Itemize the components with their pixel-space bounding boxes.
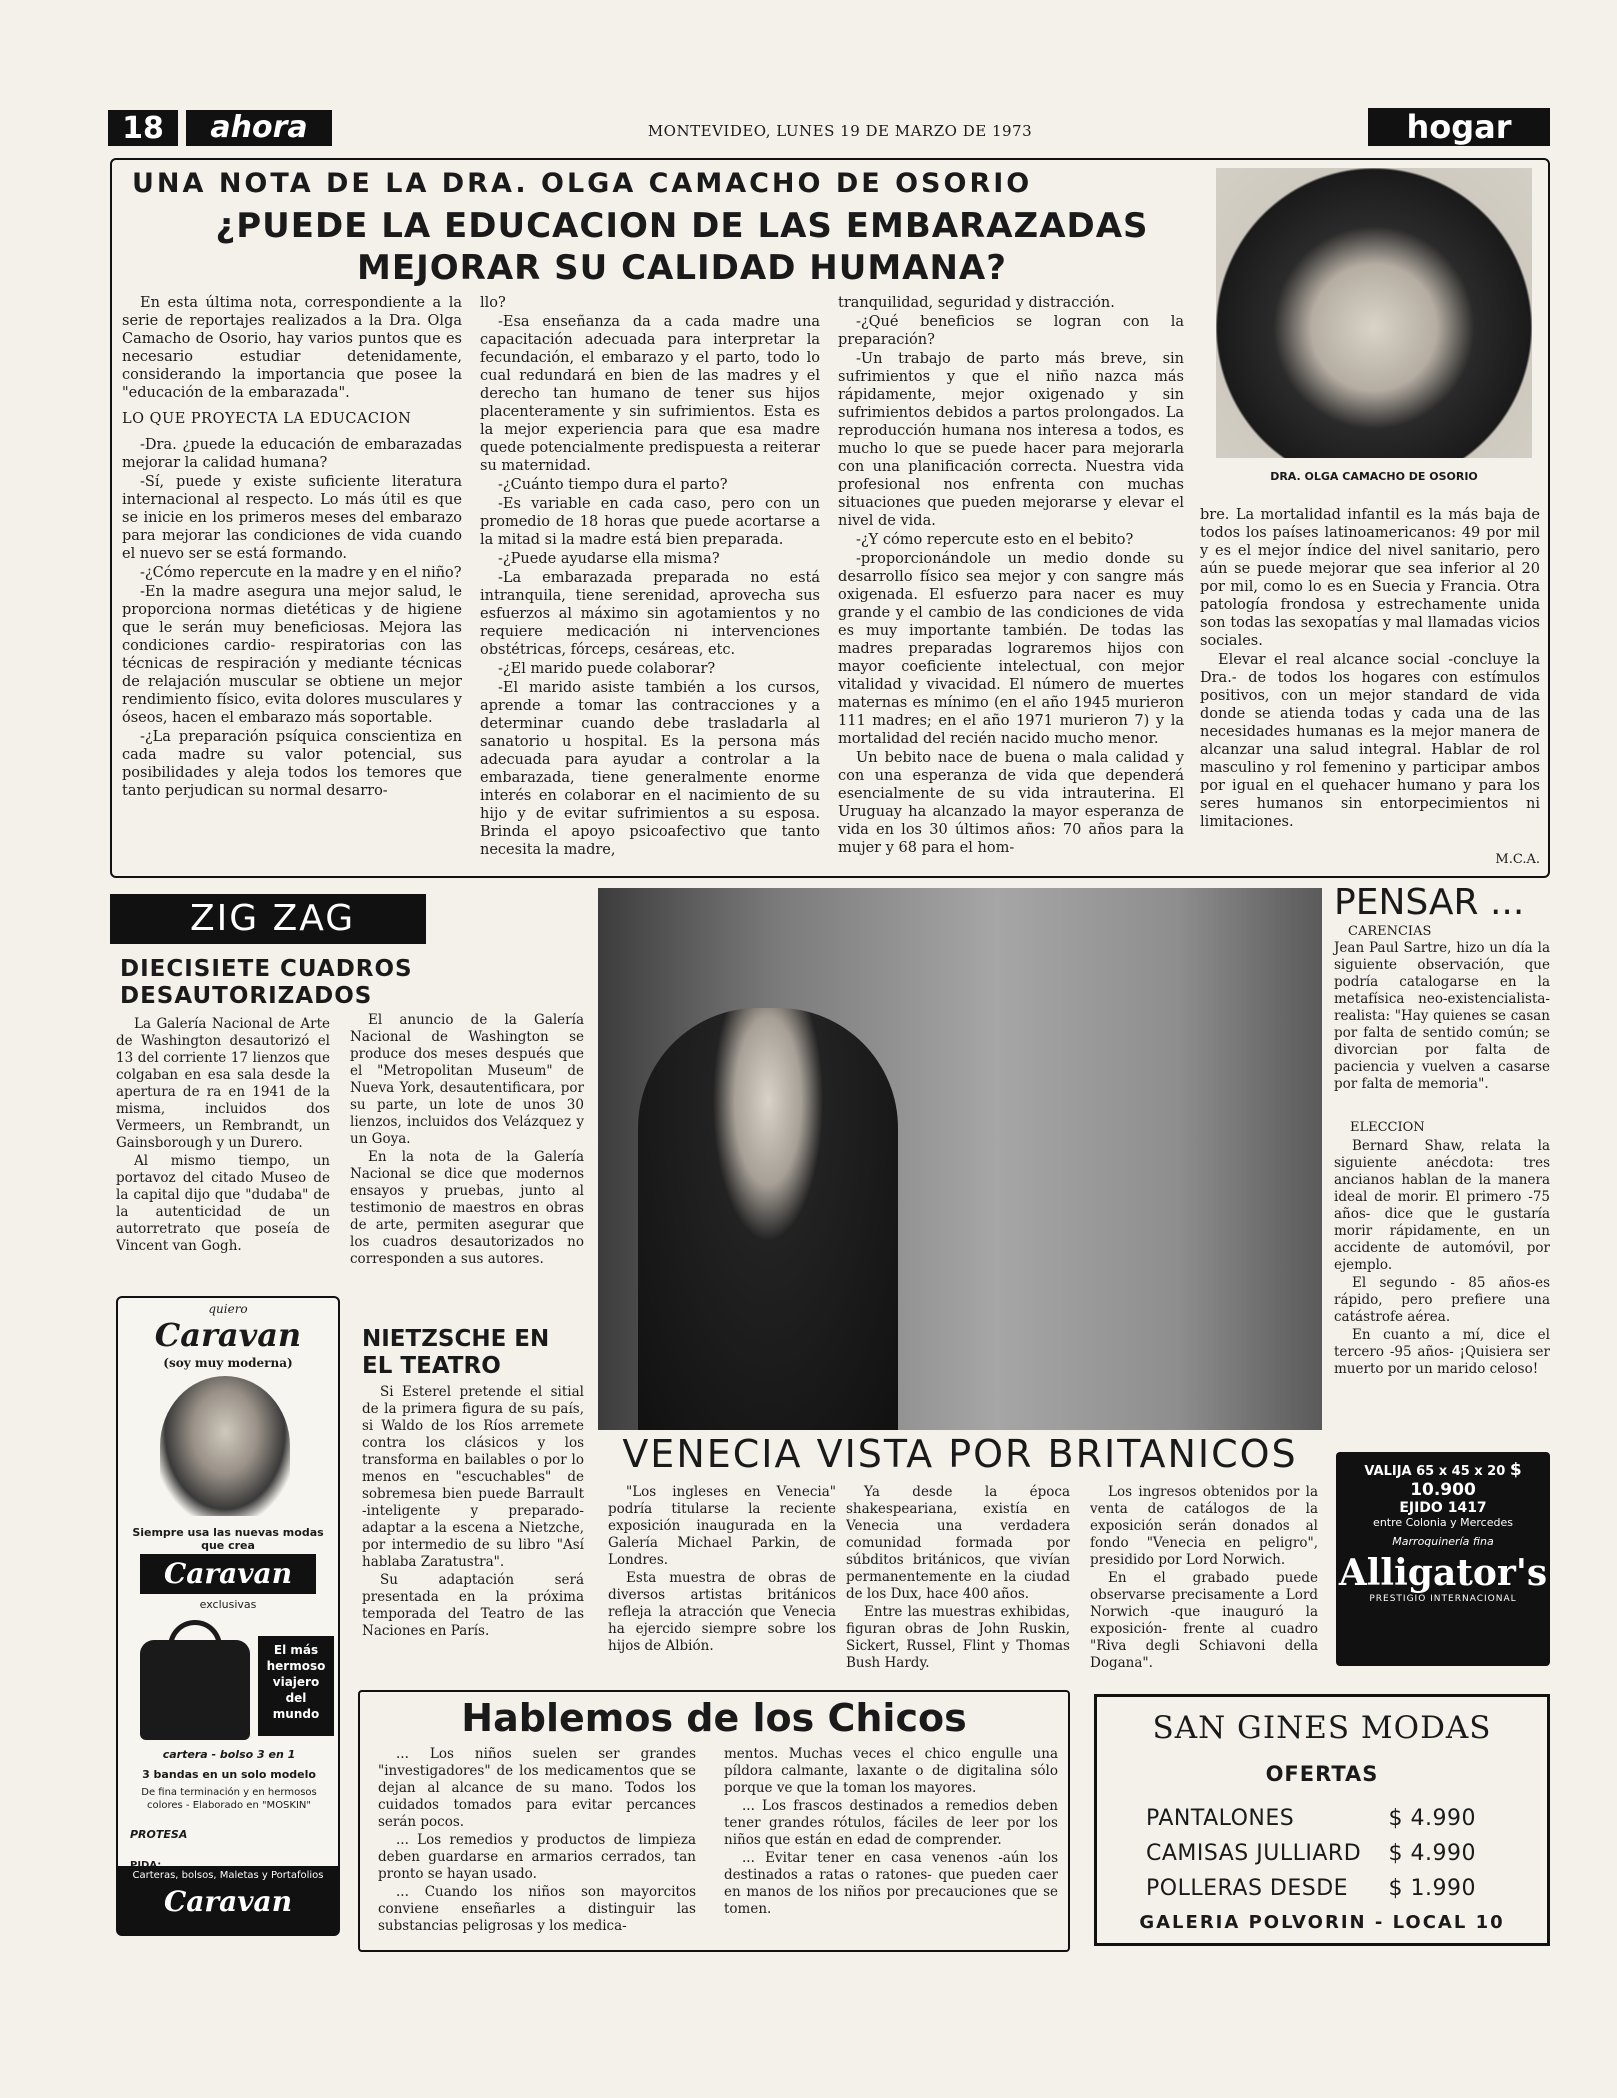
pensar-title: PENSAR ...	[1334, 882, 1525, 923]
alligator-line-5: PRESTIGIO INTERNACIONAL	[1369, 1594, 1517, 1604]
paper-name: ahora	[186, 110, 332, 146]
caravan-footer: Carteras, bolsos, Maletas y Portafolios Caravan	[118, 1866, 338, 1934]
alligator-brand: Alligator's	[1338, 1552, 1548, 1594]
caravan-excl: exclusivas	[199, 1598, 257, 1611]
portrait-photo	[1216, 168, 1532, 458]
caravan-top: quiero	[208, 1302, 248, 1316]
alligator-line-4: Marroquinería fina	[1392, 1535, 1494, 1548]
article-col-2: llo? -Esa enseñanza da a cada madre una capacitación adecuada para interpretar la fecundación, el embarazo y el parto, todo lo cual redundará en bien de las madres y el derecho tan humano de tener sus hijos placenteramente y sin sufrimientos. Esta es la mejor experiencia para que esa madre quede potencialmente predispuesta a reiterar su maternidad. -¿Cuánto tiempo dura el parto? -Es variable en cada caso, pero con un promedio de 18 horas que puede acortarse a la mitad si la madre está bien preparada. -¿Puede ayudarse ella misma? -La embarazada preparada no está intranquila, tiene serenidad, aprovecha sus esfuerzos al máximo sin agotamientos y no requiere medicación ni intervenciones obstétricas, fórceps, cesáreas, etc. -¿El marido puede colaborar? -El marido asiste también a los cursos, aprende a tomar las contracciones y a determinar cuando debe trasladarla al sanatorio u hospital. Es la persona más adecuada para ayudar a controlar a la embarazada, tiene generalmente enorme interés en colaborar en el nacimiento de su hijo y de evitar sufrimientos a su esposa. Brinda el apoyo psicoafectivo que tanto necesita la madre,	[480, 295, 820, 858]
zigzag-col-2: El anuncio de la Galería Nacional de Washington se produce dos meses después que el "Metropolitan Museum" de Nueva York, desautentificara, por su parte, un lote de unos 30 lienzos, incluidos dos Velázquez y un Goya. En la nota de la Galería Nacional se dice que modernos ensayos y pruebas, junto al testimonio de maestros en obras de arte, permiten asegurar que los cuadros desautorizados no corresponden a sus autores.	[350, 1012, 584, 1267]
handbag-image	[140, 1640, 250, 1740]
caravan-brand-2: Caravan	[140, 1554, 316, 1594]
article-col-3: tranquilidad, seguridad y distracción. -¿Qué beneficios se logran con la preparación? -Un trabajo de parto más breve, sin sufrimientos y que el niño nazca más rápidamente, mejor oxigenado y sin sufrimientos debidos a partos prolongados. La reproducción humana nos interesa a todos, es mucho lo que se puede hacer para mejorarla con una planificación correcta. Nuestra vida profesional nos enfrenta con muchas situaciones que pueden mejorarse y elevar el nivel de vida. -¿Y cómo repercute esto en el bebito? -proporcionándole un medio donde su desarrollo físico sea mejor y con sangre más oxigenada. El esfuerzo para nacer es muy grande y el cambio de las condiciones de vida es muy importante también. De todas las madres preparadas lograremos hijos con mayor coeficiente intelectual, con mejor vitalidad y vivacidad. El número de muertes maternas es mínimo (en el año 1945 murieron 111 madres; en el año 1971 murieron 7) y la mortalidad del recién nacido mucho menor. Un bebito nace de buena o mala calidad y con una esperanza de vida que dependerá esencialmente de su vida intrauterina. El Uruguay ha alcanzado la mayor esperanza de vida en los 30 últimos años: 70 años para la mujer y 68 para el hom-	[838, 295, 1184, 856]
article-kicker: UNA NOTA DE LA DRA. OLGA CAMACHO DE OSORIO	[132, 168, 1033, 199]
sangines-items	[1146, 1806, 1476, 1901]
dateline: MONTEVIDEO, LUNES 19 DE MARZO DE 1973	[647, 122, 1033, 140]
caravan-brand: Caravan	[154, 1316, 302, 1354]
pensar-sub-2: ELECCION	[1350, 1120, 1425, 1135]
venice-photo	[598, 888, 1322, 1430]
lord-norwich-figure	[638, 1008, 898, 1430]
article-col-4: bre. La mortalidad infantil es la más baja de todos los países latinoamericanos: 49 por mil y es el mejor índice del nivel sanitario, pero aún se puede mejorar que sea inferior al 20 por mil, como lo es en Suecia y Francia. Otra patología frondosa y estrechamente unida son todas las sexopatías y mal llamadas vicios sociales. Elevar el real alcance social -concluye la Dra.- de todos los hogares con estímulos positivos, con un mejor standard de vida donde se atienda todas y cada una de las necesidades humanas es la mejor manera de alcanzar una salud integral. Hablar de rol masculino y rol femenino y participar ambos por igual en el quehacer humano y para los seres humanos sin entorpecimientos ni limitaciones.	[1200, 507, 1540, 830]
chicos-headline: Hablemos de los Chicos	[461, 1696, 967, 1740]
nietzsche-text: Si Esterel pretende el sitial de la primera figura de su país, si Waldo de los Ríos arremete contra los clásicos y los transforma en bailables o por lo menos en "escuchables" de sobremesa bien puede Barrault -inteligente y preparado- adaptar a la escena a Nietzche, por intermedio de su libro "Así hablaba Zaratustra". Su adaptación será presentada en la próxima temporada del Teatro de las Naciones en París.	[362, 1384, 584, 1639]
zigzag-col-1: La Galería Nacional de Arte de Washington desautorizó el 13 del corriente 17 lienzos que colgaban en esa sala desde la apertura de ra en 1941 de la misma, incluidos dos Vermeers, un Rembrandt, un Gainsborough y un Durero. Al mismo tiempo, un portavoz del citado Museo de la capital dijo que "dudaba" de la autenticidad de un autorretrato que poseía de Vincent van Gogh.	[116, 1016, 330, 1254]
venecia-col-2: Ya desde la época shakespeariana, existía en Venecia una verdadera comunidad formada por súbditos británicos, que vivían permanentemente en la ciudad de los Dux, hace 400 años. Entre las muestras exhibidas, figuran obras de John Ruskin, Sickert, Russel, Flint y Thomas Bush Hardy.	[846, 1484, 1070, 1671]
alligator-line-2: EJIDO 1417	[1399, 1500, 1487, 1516]
article-headline-1: ¿PUEDE LA EDUCACION DE LAS EMBARAZADAS	[215, 206, 1149, 246]
pensar-text-1: Jean Paul Sartre, hizo un día la siguiente observación, que podría catalogarse en la metafísica neo-existencialista-realista: "Hay quienes se casan por falta de sentido común; se divorcian por falta de paciencia y vuelven a casarse por falta de memoria".	[1334, 940, 1550, 1092]
zigzag-banner: ZIG ZAG	[110, 894, 426, 944]
subhead: LO QUE PROYECTA LA EDUCACION	[122, 411, 412, 427]
sangines-footer: GALERIA POLVORIN - LOCAL 10	[1139, 1912, 1505, 1933]
alligator-line-1: VALIJA 65 x 45 x 20 $ 10.900	[1364, 1460, 1522, 1500]
chicos-col-2: mentos. Muchas veces el chico engulle una píldora calmante, laxante o de digitalina sólo porque ve que la toman los mayores. ... Los frascos destinados a remedios deben tener grandes rótulos, fáciles de leer por los niños que están en edad de comprender. ... Evitar tener en casa venenos -aún los destinados a ratas o ratones- que pueden caer en manos de los niños por precauciones que se tomen.	[724, 1746, 1058, 1917]
sangines-item: CAMISAS JULLIARD $ 4.990	[1146, 1841, 1476, 1866]
alligator-line-3: entre Colonia y Mercedes	[1373, 1516, 1513, 1529]
portrait-caption: DRA. OLGA CAMACHO DE OSORIO	[1270, 470, 1478, 483]
caravan-mid: Siempre usa las nuevas modas que crea	[132, 1526, 324, 1552]
zigzag-headline: DIECISIETE CUADROS DESAUTORIZADOS	[120, 956, 413, 1009]
section-label: hogar	[1368, 108, 1550, 146]
venecia-col-3: Los ingresos obtenidos por la venta de catálogos de la exposición serán donados al fondo "Venecia en peligro", presidido por Lord Norwich. En el grabado puede observarse precisamente a Lord Norwich -que inauguró la exposición- frente al cuadro "Riva degli Schiavoni della Dogana".	[1090, 1484, 1318, 1671]
article-headline-2: MEJORAR SU CALIDAD HUMANA?	[357, 248, 1007, 288]
chicos-col-1: ... Los niños suelen ser grandes "investigadores" de los medicamentos que se dejan al alcance de su mano. Todos los cuidados tomados para evitar percances serán pocos. ... Los remedios y productos de limpieza deben guardarse en armarios cerrados, tan pronto se hayan usado. ... Cuando los niños son mayorcitos conviene enseñarles a distinguir las substancias peligrosas y los medica-	[378, 1746, 696, 1934]
alligator-price: $ 10.900	[1410, 1460, 1522, 1500]
sangines-name: SAN GINES MODAS	[1152, 1710, 1492, 1746]
page-number: 18	[108, 110, 178, 146]
caravan-protesa: PROTESA	[130, 1828, 188, 1841]
sangines-item: PANTALONES $ 4.990	[1146, 1806, 1476, 1831]
caravan-cartera: cartera - bolso 3 en 1	[162, 1748, 296, 1761]
pensar-text-2: Bernard Shaw, relata la siguiente anécdota: tres ancianos hablan de la manera ideal de morir. El primero -75 años- dice que le gustaría morir rápidamente, en un accidente de automóvil, por ejemplo. El segundo - 85 años-es rápido, pero prefiere una catástrofe aérea. En cuanto a mí, dice el tercero -95 años- ¡Quisiera ser muerto por un marido celoso!	[1334, 1138, 1550, 1377]
sangines-ofertas: OFERTAS	[1265, 1762, 1379, 1786]
caravan-big: El más hermoso viajero del mundo	[258, 1636, 334, 1736]
article-signature: M.C.A.	[1495, 852, 1540, 867]
caravan-bullet-1: 3 bandas en un solo modelo	[142, 1768, 316, 1781]
sangines-item: POLLERAS DESDE $ 1.990	[1146, 1876, 1476, 1901]
article-col-1: En esta última nota, correspondiente a la serie de reportajes realizados a la Dra. Olga Camacho de Osorio, hay varios puntos que es necesario estudiar detenidamente, considerando la importancia que posee la "educación de la embarazada". LO QUE PROYECTA LA EDUCACION -Dra. ¿puede la educación de embarazadas mejorar la calidad humana? -Sí, puede y existe suficiente literatura internacional al respecto. Lo más útil es que se inicie en los primeros meses del embarazo para mejorar las condiciones de vida cuando el nuevo ser se está formando. -¿Cómo repercute en la madre y en el niño? -En la madre asegura una mejor salud, le proporciona normas dietéticas y de higiene que le serán muy beneficiosas. Mejora las condiciones cardio- respiratorias con las técnicas de respiración y mediante técnicas de relajación muscular se obtiene un mejor rendimiento físico, evita dolores musculares y óseos, hacen el embarazo más soportable. -¿La preparación psíquica conscientiza en cada madre su valor potencial, sus posibilidades y aleja todos los temores que tanto perjudican su normal desarro-	[122, 295, 462, 799]
venecia-col-1: "Los ingleses en Venecia" podría titularse la reciente exposición inaugurada en la Galería Michael Parkin, de Londres. Esta muestra de obras de diversos artistas británicos refleja la atracción que Venecia ha ejercido siempre sobre los hijos de Albión.	[608, 1484, 836, 1654]
alligator-ad	[1336, 1452, 1550, 1666]
nietzsche-headline: NIETZSCHE EN EL TEATRO	[362, 1326, 550, 1379]
venecia-headline: VENECIA VISTA POR BRITANICOS	[622, 1432, 1298, 1476]
caravan-tag: (soy muy moderna)	[163, 1356, 293, 1370]
pensar-sub-1: CARENCIAS	[1348, 924, 1432, 939]
caravan-model-photo	[160, 1376, 290, 1516]
caravan-bullet-2: De fina terminación y en hermosos colores - Elaborado en "MOSKIN"	[141, 1787, 317, 1811]
